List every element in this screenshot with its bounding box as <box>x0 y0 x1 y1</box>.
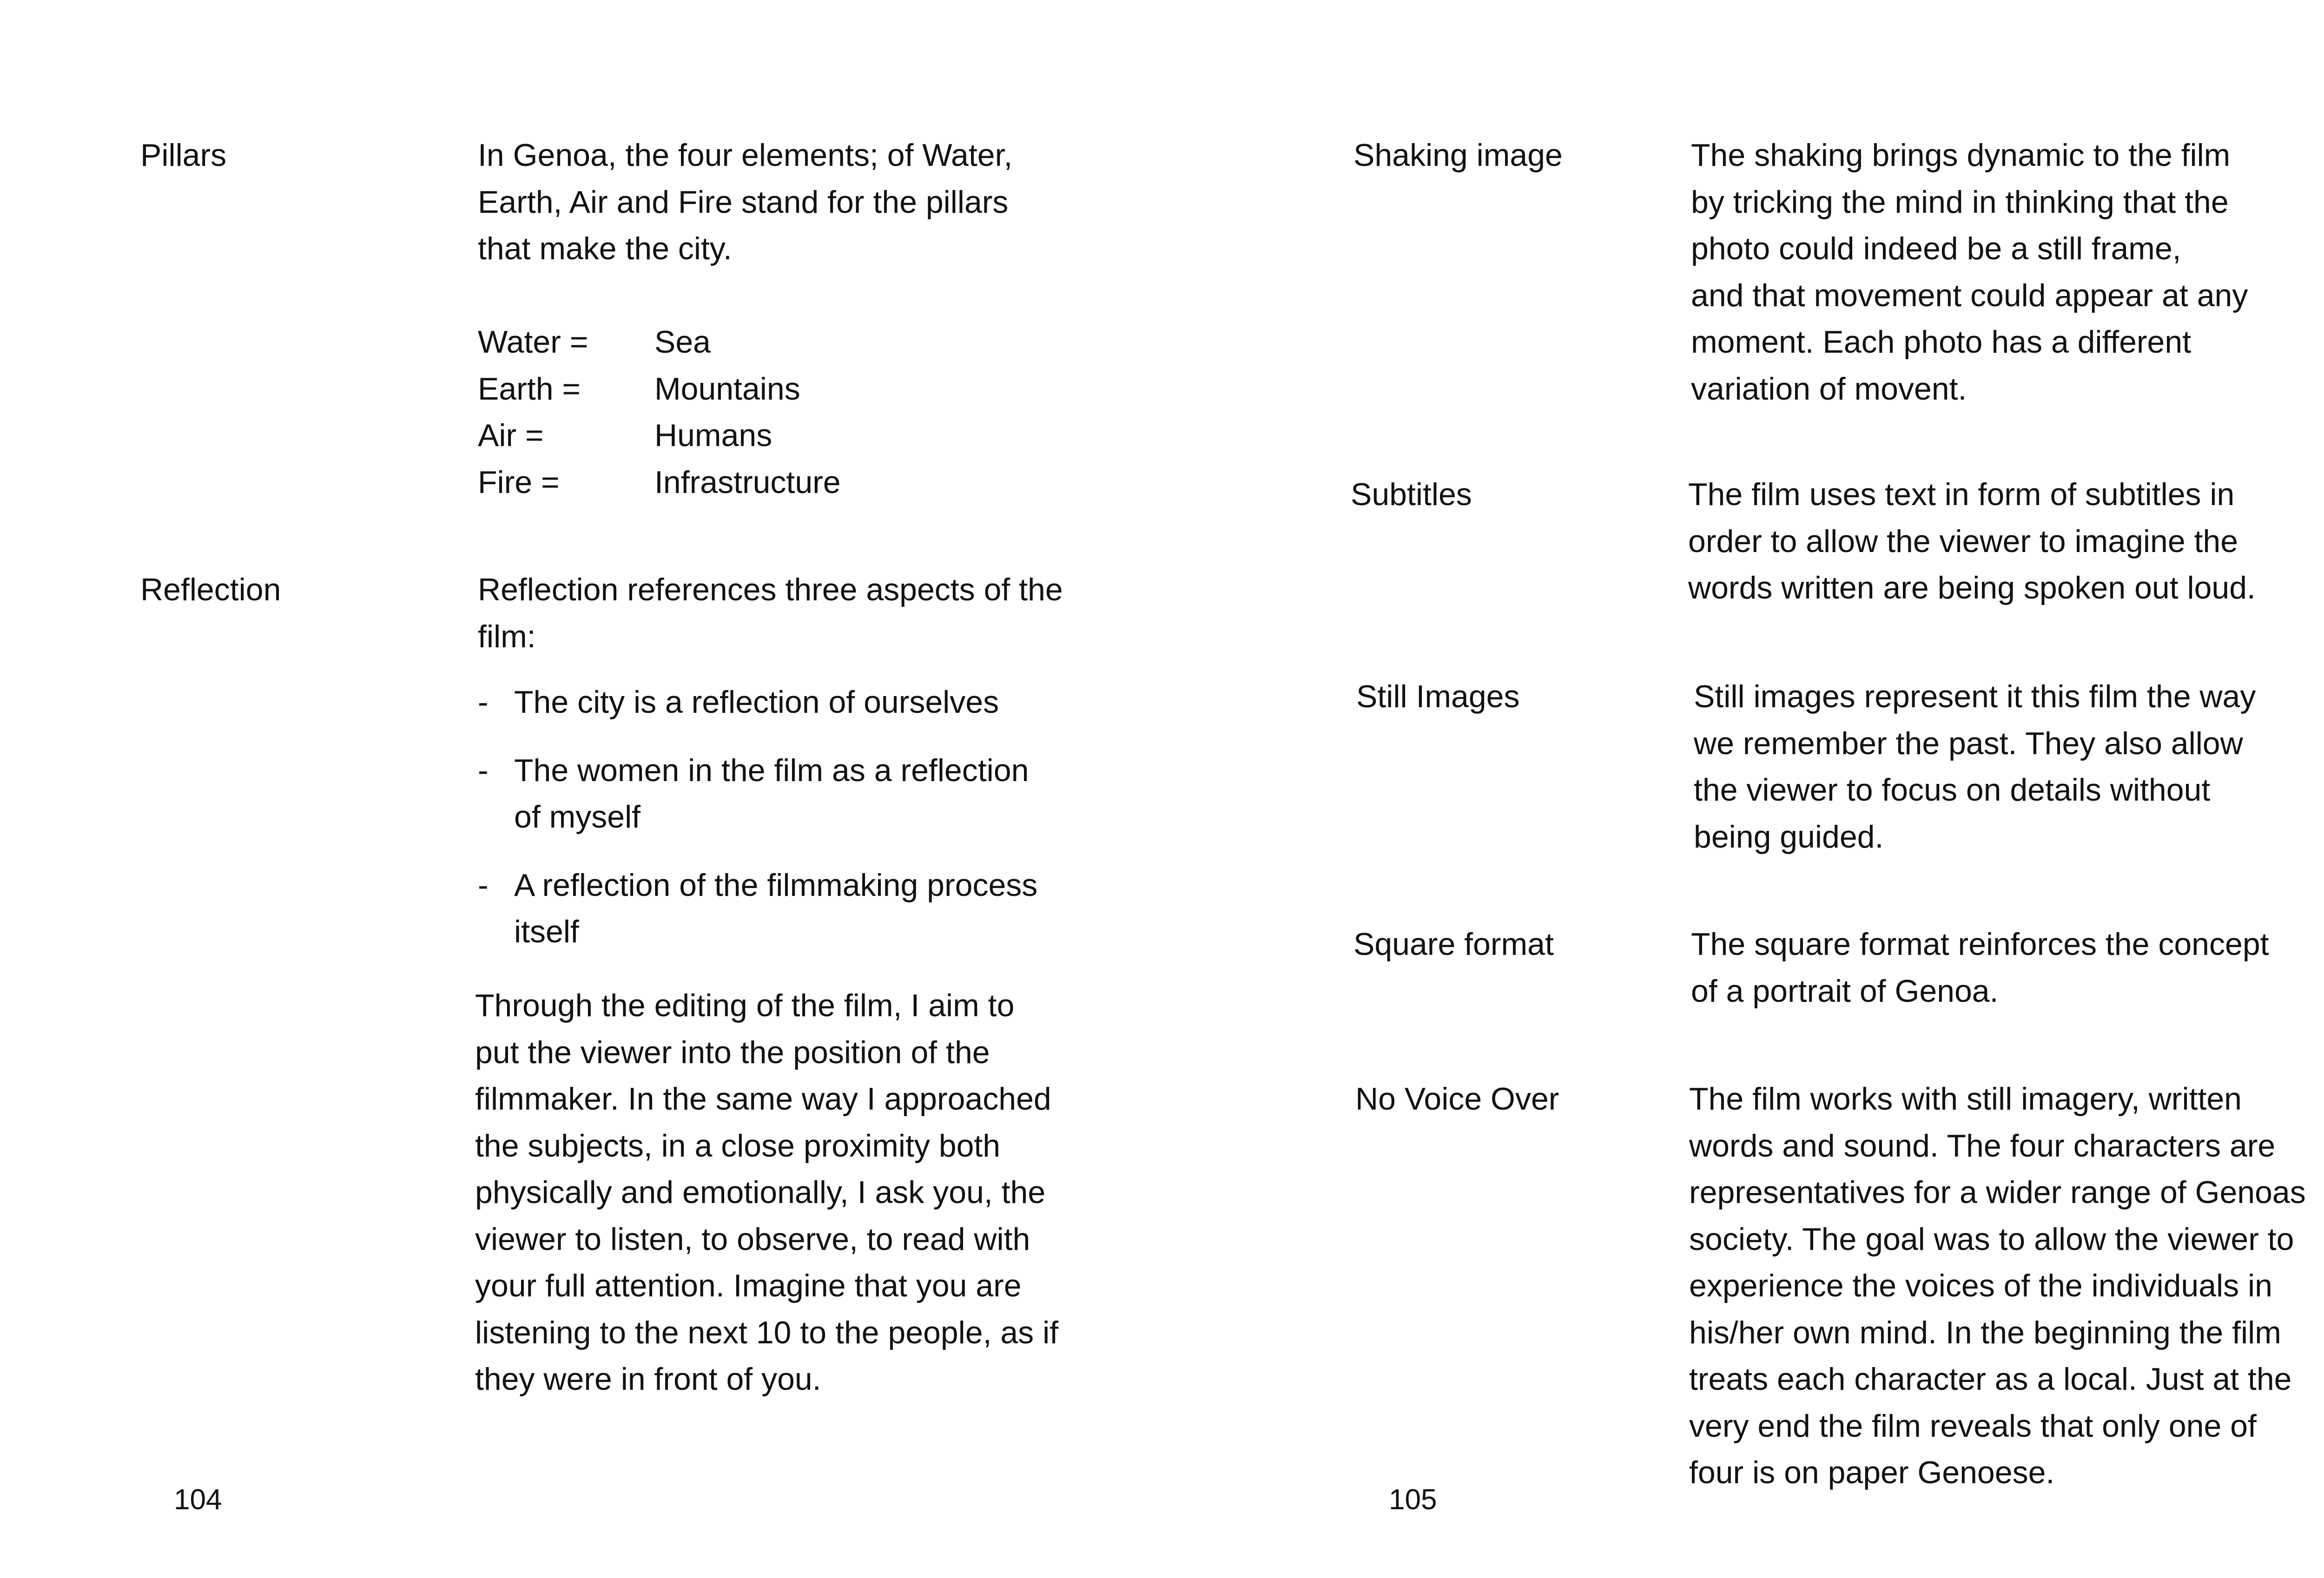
text-line: filmmaker. In the same way I approached <box>475 1081 1051 1117</box>
text-line: film: <box>478 618 536 654</box>
shaking-image-label: Shaking image <box>1353 138 1563 173</box>
text-line: The film uses text in form of subtitles in <box>1688 477 2235 512</box>
text-line: Still images represent it this film the way <box>1694 679 2256 714</box>
elements-mapping <box>478 319 841 506</box>
text-line: variation of movent. <box>1691 371 1967 407</box>
subtitles-text <box>1688 471 2256 611</box>
text-line: In Genoa, the four elements; of Water, <box>478 138 1013 173</box>
shaking-image-text <box>1691 132 2248 412</box>
text-line: moment. Each photo has a different <box>1691 324 2192 360</box>
text-line: experience the voices of the individuals in <box>1689 1268 2272 1303</box>
text-line: society. The goal was to allow the viewer to <box>1689 1221 2294 1257</box>
text-line: put the viewer into the position of the <box>475 1034 990 1070</box>
text-line: itself <box>514 914 579 949</box>
text-line: we remember the past. They also allow <box>1694 725 2243 761</box>
text-line: Through the editing of the film, I aim to <box>475 988 1015 1023</box>
list-item <box>478 747 1037 841</box>
text-line: physically and emotionally, I ask you, the <box>475 1175 1046 1210</box>
text-line: listening to the next 10 to the people, as if <box>475 1315 1059 1350</box>
mapping-key: Air = <box>478 418 544 453</box>
reflection-closing <box>475 982 1058 1403</box>
text-line: photo could indeed be a still frame, <box>1691 231 2181 266</box>
mapping-value: Mountains <box>654 371 800 407</box>
text-line: The shaking brings dynamic to the film <box>1691 138 2231 173</box>
text-line: his/her own mind. In the beginning the film <box>1689 1315 2281 1350</box>
text-line: they were in front of you. <box>475 1361 821 1397</box>
text-line: Reflection references three aspects of the <box>478 572 1063 607</box>
mapping-value: Sea <box>654 324 711 360</box>
still-images-text <box>1694 673 2256 860</box>
pillars-intro <box>478 132 1012 272</box>
no-voice-over-text <box>1689 1076 2306 1496</box>
text-line: treats each character as a local. Just at the <box>1689 1361 2292 1397</box>
mapping-key: Earth = <box>478 371 581 407</box>
text-line: four is on paper Genoese. <box>1689 1455 2055 1490</box>
reflection-label: Reflection <box>140 572 281 607</box>
text-line: the subjects, in a close proximity both <box>475 1128 1001 1164</box>
still-images-label: Still Images <box>1356 679 1520 714</box>
text-line: of myself <box>514 799 641 835</box>
pillars-label: Pillars <box>140 138 227 173</box>
text-line: the viewer to focus on details without <box>1694 772 2211 808</box>
text-line: by tricking the mind in thinking that the <box>1691 184 2229 220</box>
text-line: very end the film reveals that only one of <box>1689 1408 2257 1444</box>
text-line: representatives for a wider range of Genoas <box>1689 1175 2306 1210</box>
text-line: your full attention. Imagine that you are <box>475 1268 1022 1303</box>
text-line: of a portrait of Genoa. <box>1691 973 1999 1009</box>
mapping-key: Fire = <box>478 464 560 500</box>
page-number: 105 <box>1389 1484 1437 1516</box>
square-format-text <box>1691 921 2269 1014</box>
square-format-label: Square format <box>1353 927 1554 962</box>
mapping-key: Water = <box>478 324 588 360</box>
reflection-bullets <box>478 679 1037 977</box>
text-line: The film works with still imagery, written <box>1689 1081 2242 1117</box>
text-line: - A reflection of the filmmaking process <box>514 867 1038 903</box>
text-line: - The city is a reflection of ourselves <box>514 684 999 720</box>
text-line: that make the city. <box>478 231 732 266</box>
text-line: viewer to listen, to observe, to read with <box>475 1221 1030 1257</box>
text-line: words and sound. The four characters are <box>1689 1128 2276 1164</box>
text-line: The square format reinforces the concept <box>1691 927 2269 962</box>
text-line: Earth, Air and Fire stand for the pillars <box>478 184 1009 220</box>
text-line: order to allow the viewer to imagine the <box>1688 523 2238 559</box>
right-page <box>1208 0 2324 1578</box>
text-line: words written are being spoken out loud. <box>1688 570 2256 605</box>
list-item <box>478 862 1037 955</box>
reflection-intro <box>478 566 1063 660</box>
text-line: being guided. <box>1694 819 1884 855</box>
text-line: - The women in the film as a reflection <box>514 752 1029 788</box>
mapping-value: Infrastructure <box>654 464 841 500</box>
mapping-value: Humans <box>654 418 772 453</box>
page-number: 104 <box>174 1484 222 1516</box>
text-line: and that movement could appear at any <box>1691 277 2248 313</box>
subtitles-label: Subtitles <box>1351 477 1472 512</box>
list-item <box>478 679 1037 726</box>
no-voice-over-label: No Voice Over <box>1355 1081 1559 1117</box>
